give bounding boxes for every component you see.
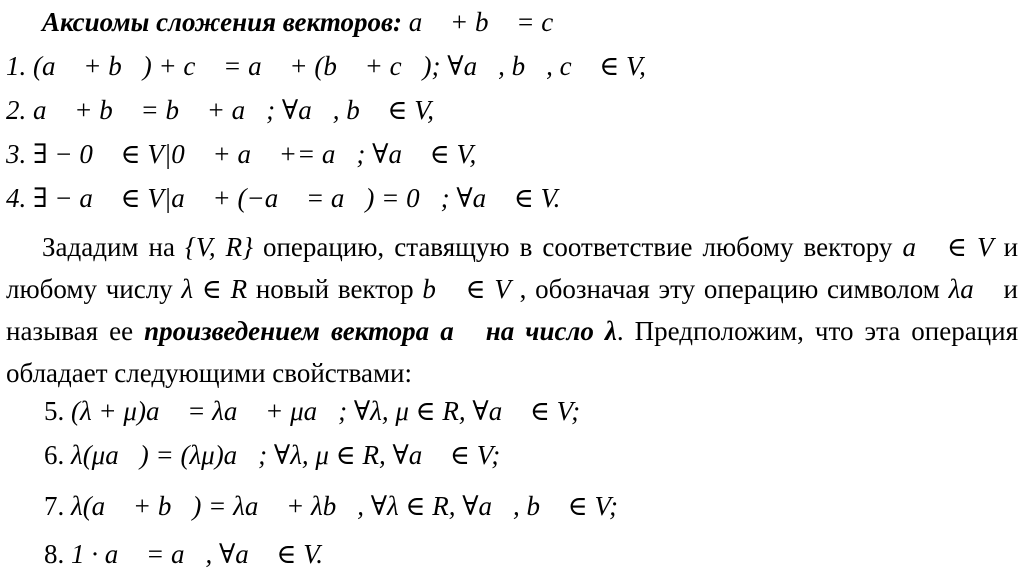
property-formula: 1 · a⃗ = a⃗, ∀a⃗ ∈ V. <box>71 539 324 569</box>
axiom-3 <box>6 138 476 170</box>
property-number: 5. <box>44 396 65 426</box>
property-number: 8. <box>44 539 65 569</box>
paragraph-text: операцию, ставящую в соответствие любому вектору <box>252 232 903 262</box>
axiom-formula: (a⃗ + b⃗) + c⃗ = a⃗ + (b⃗ + c⃗); ∀a⃗, b⃗, c⃗ ∈ V, <box>33 51 646 81</box>
axiom-number: 2. <box>6 95 27 125</box>
paragraph-set: {V, R} <box>185 232 253 262</box>
property-7 <box>44 490 618 522</box>
property-6 <box>44 439 500 471</box>
property-number: 6. <box>44 440 65 470</box>
paragraph-symbol: λa⃗ <box>948 274 995 304</box>
axiom-2 <box>6 94 434 126</box>
paragraph-text: новый вектор <box>247 274 423 304</box>
axiom-number: 3. <box>6 139 27 169</box>
paragraph-text: , обозначая эту операцию символом <box>510 274 949 304</box>
axioms-title <box>42 6 574 38</box>
axiom-number: 1. <box>6 51 27 81</box>
paragraph-lambda: λ ∈ R <box>181 274 248 304</box>
axioms-title-label: Аксиомы сложения векторов: <box>42 7 403 37</box>
paragraph-text: . Предположим, что эта операция обладает следующими свойствами: <box>6 316 1018 388</box>
property-5 <box>44 395 580 427</box>
paragraph-vector-a: a⃗ ∈ V <box>902 232 994 262</box>
paragraph-text: и называя ее <box>6 274 1018 346</box>
property-8 <box>44 538 323 570</box>
property-formula: λ(a⃗ + b⃗) = λa⃗ + λb⃗, ∀λ ∈ R, ∀a⃗, b⃗ ∈ V; <box>71 491 618 521</box>
property-number: 7. <box>44 491 65 521</box>
axiom-formula: ∃ − a⃗ ∈ V|a⃗ + (−a⃗ = a⃗) = 0⃗; ∀a⃗ ∈ V. <box>33 183 561 213</box>
definition-paragraph <box>6 226 1018 394</box>
paragraph-text: и любому числу <box>6 232 1019 304</box>
paragraph-bold-term: произведением вектора a⃗ на число λ <box>144 316 617 346</box>
property-formula: (λ + μ)a⃗ = λa⃗ + μa⃗; ∀λ, μ ∈ R, ∀a⃗ ∈ V; <box>71 396 581 426</box>
axiom-formula: ∃ − 0⃗ ∈ V|0⃗ + a⃗ += a⃗; ∀a⃗ ∈ V, <box>33 139 477 169</box>
axioms-title-formula: a⃗ + b⃗ = c⃗ <box>408 7 575 37</box>
axiom-number: 4. <box>6 183 27 213</box>
property-formula: λ(μa⃗) = (λμ)a⃗; ∀λ, μ ∈ R, ∀a⃗ ∈ V; <box>71 440 501 470</box>
axiom-formula: a⃗ + b⃗ = b⃗ + a⃗; ∀a⃗, b⃗ ∈ V, <box>33 95 434 125</box>
axiom-1 <box>6 50 646 82</box>
axiom-4 <box>6 182 560 214</box>
paragraph-vector-b: b⃗ ∈ V <box>422 274 511 304</box>
paragraph-text: Зададим на <box>42 232 186 262</box>
